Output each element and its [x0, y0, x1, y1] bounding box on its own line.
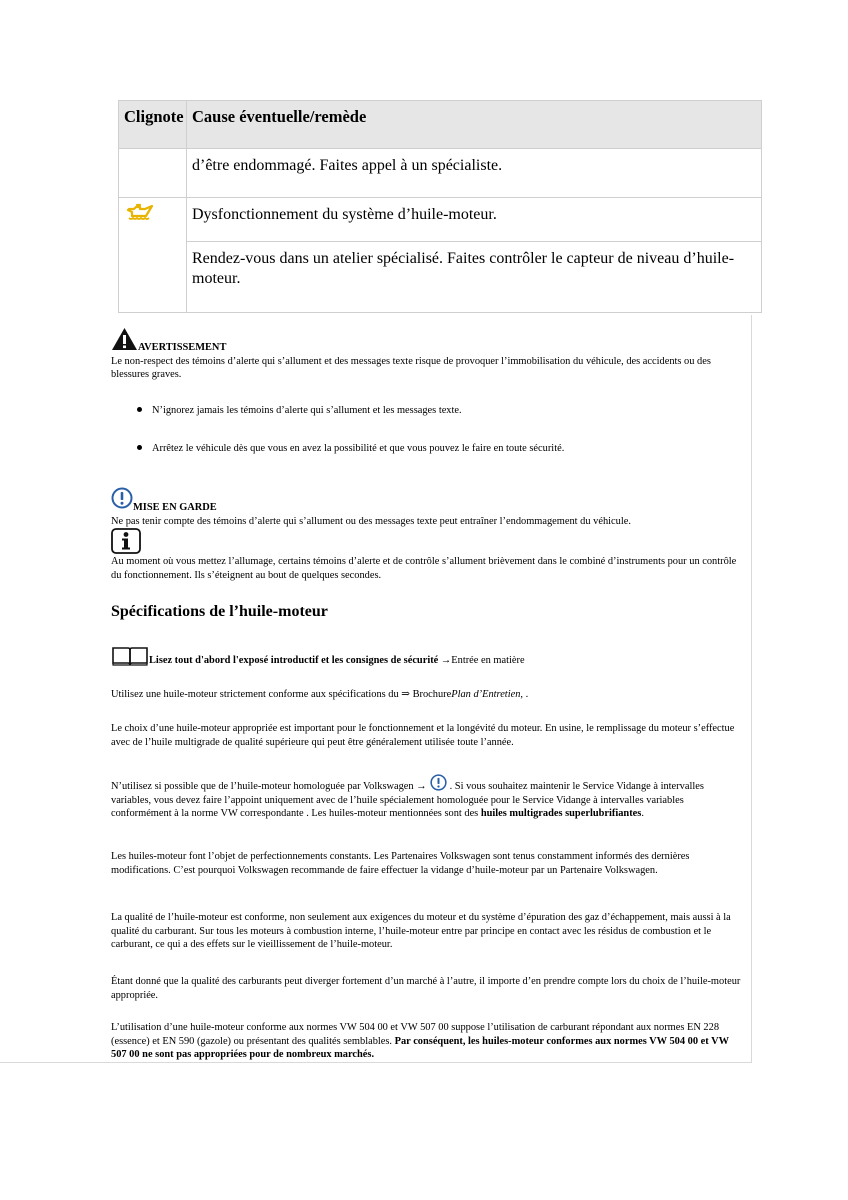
table-cell-empty	[119, 242, 187, 313]
bullet-dot	[137, 445, 142, 450]
paragraph-7	[111, 1021, 741, 1062]
caution-text: Ne pas tenir compte des témoins d’alerte qui s’allument ou des messages texte peut entraîner l’endommagement du véhicule.	[111, 515, 631, 527]
table-row	[119, 198, 762, 242]
table-cell-text: Rendez-vous dans un atelier spécialisé. Faites contrôler le capteur de niveau d’huile-moteur.	[187, 242, 762, 313]
warning-bullet-1: N’ignorez jamais les témoins d’alerte qui s’allument et les messages texte.	[152, 405, 462, 416]
table-cell-empty	[119, 149, 187, 198]
paragraph-4	[111, 850, 741, 877]
p3-bold: huiles multigrades superlubrifiantes	[480, 808, 642, 819]
paragraph-5	[111, 911, 741, 952]
info-icon	[111, 528, 141, 554]
p3-text-b: . Si vous souhaitez maintenir le Service Vidange à intervalles variables, vous devez faire l’appoint uniquement avec de l’huile spécialement homologuée pour le Service Vidange à intervalles variables conformément à la norme VW correspondante . Les huiles-moteur mentionnées sont des	[111, 781, 704, 819]
table-cell-text: d’être endommagé. Faites appel à un spécialiste.	[187, 149, 762, 198]
p3-end: .	[641, 808, 644, 819]
oil-can-icon	[125, 202, 155, 222]
column-header-cause: Cause éventuelle/remède	[187, 101, 762, 149]
warning-block	[111, 341, 741, 382]
p7-bold: Par conséquent, les huiles-moteur conformes aux normes VW 504 00 et VW 507 00 ne sont pas appropriées pour de nombreux marchés.	[111, 1035, 729, 1060]
paragraph-3	[111, 774, 741, 821]
paragraph-1	[111, 688, 741, 702]
table-row	[119, 149, 762, 198]
caution-block	[111, 501, 741, 528]
p7-text: L’utilisation d’une huile-moteur conforme aux normes VW 504 00 et VW 507 00 suppose l’utilisation de carburant répondant aux normes EN 228 (essence) et EN 590 (gazole) ou présentant des qualités semblables.	[111, 1022, 720, 1047]
warning-light-table	[118, 100, 762, 313]
warning-bullet-2: Arrêtez le véhicule dès que vous en avez la possibilité et que vous pouvez le faire en toute sécurité.	[152, 443, 565, 454]
info-block	[111, 555, 741, 582]
caution-title: MISE EN GARDE	[133, 502, 217, 513]
bullet-dot	[137, 407, 142, 412]
p4-text: Les huiles-moteur font l’objet de perfectionnements constants. Les Partenaires Volkswagen sont tenus constamment informés des dernières modifications. C’est pourquoi Volkswagen recommande de faire effectuer la vidange d’huile-moteur par un Partenaire Volkswagen.	[111, 851, 690, 876]
info-text: Au moment où vous mettez l’allumage, certains témoins d’alerte et de contrôle s’allument brièvement dans le combiné d’instruments pour un contrôle du fonctionnement. Ils s’éteignent au bout de quelques secondes.	[111, 556, 737, 581]
paragraph-2	[111, 722, 741, 749]
maintenance-plan-link[interactable]: Plan d’Entretien	[451, 689, 521, 700]
column-header-flashes: Clignote	[119, 101, 187, 149]
intro-link[interactable]: →Entrée en matière	[440, 655, 525, 666]
frame-border-bottom	[0, 1062, 752, 1063]
table-row	[119, 242, 762, 313]
book-icon	[111, 645, 149, 667]
p1-end: , .	[520, 689, 529, 700]
read-first-text: Lisez tout d'abord l'exposé introductif et les consignes de sécurité	[149, 655, 439, 666]
read-first-line	[149, 654, 749, 668]
table-cell-text: Dysfonctionnement du système d’huile-moteur.	[187, 198, 762, 242]
p3-text-a: N’utilisez si possible que de l’huile-moteur homologuée par Volkswagen →	[111, 781, 427, 792]
warning-text: Le non-respect des témoins d’alerte qui s’allument et des messages texte risque de provoquer l’immobilisation du véhicule, des accidents ou des blessures graves.	[111, 355, 711, 380]
section-title: Spécifications de l’huile-moteur	[111, 603, 328, 620]
table-header-row	[119, 101, 762, 149]
caution-exclamation-icon[interactable]	[429, 774, 448, 791]
p5-text: La qualité de l’huile-moteur est conforme, non seulement aux exigences du moteur et du système d’épuration des gaz d’échappement, mais aussi à la qualité du carburant. Sur tous les moteurs à combustion interne, l’huile-moteur entre par principe en contact avec les résidus de combustion et le carburant, ce qui a des effets sur le vieillissement de l’huile-moteur.	[111, 912, 731, 950]
p6-text: Étant donné que la qualité des carburants peut diverger fortement d’un marché à l’autre, il importe d’en prendre compte lors du choix de l’huile-moteur appropriée.	[111, 976, 741, 1001]
list-item	[137, 405, 462, 416]
p2-text: Le choix d’une huile-moteur appropriée est important pour le fonctionnement et la longévité du moteur. En usine, le remplissage du moteur s’effectue avec de l’huile multigrade de qualité supérieure qui peut être généralement utilisée toute l’année.	[111, 723, 735, 748]
table-cell-icon	[119, 198, 187, 242]
p1-text: Utilisez une huile-moteur strictement conforme aux spécifications du ⇒ Brochure	[111, 689, 452, 700]
frame-border-right	[751, 315, 752, 1063]
warning-title: AVERTISSEMENT	[138, 342, 227, 353]
paragraph-6	[111, 975, 741, 1002]
list-item	[137, 443, 564, 454]
